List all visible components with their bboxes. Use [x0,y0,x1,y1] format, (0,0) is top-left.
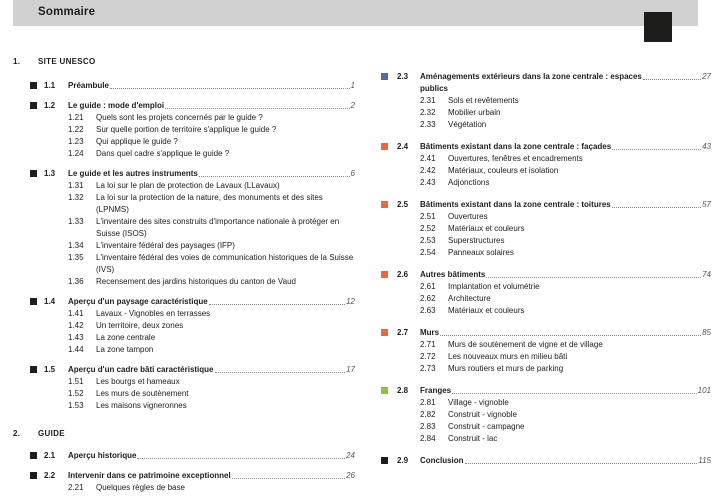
entry-body [68,80,355,92]
toc-subentry [381,211,711,223]
toc-subentry [381,397,711,409]
entry-number: 2.8 [397,386,409,395]
subentry-number: 2.82 [420,410,436,419]
entry-body [420,199,711,211]
toc-entry [381,455,711,467]
subentry-number: 2.73 [420,364,436,373]
toc-subentry [13,482,355,494]
toc-subentry [381,305,711,317]
corner-black-square [644,12,672,42]
toc-subentry [13,376,355,388]
bullet-square-icon [381,201,388,208]
subentry-text: Recensement des jardins historiques du canton de Vaud [96,277,296,286]
subentry-text: Adjonctions [448,178,490,187]
bullet-square-icon [30,82,37,89]
entry-page-number: 43 [702,142,711,151]
entry-title-line [420,327,711,339]
bullet-square-icon [381,73,388,80]
subentry-number: 2.71 [420,340,436,349]
toc-entry [381,385,711,445]
entry-page-number: 12 [346,297,355,306]
toc-subentry [13,308,355,320]
entry-body [420,269,711,281]
toc-subentry [13,252,355,276]
entry-title-line [68,100,355,112]
entry-number: 2.4 [397,142,409,151]
subentry-number: 1.43 [68,333,84,342]
toc-subentry [13,332,355,344]
toc-subentry [381,153,711,165]
subentry-text: Construit - campagne [448,422,525,431]
dotted-leader [612,207,701,208]
toc-entry-head [381,71,711,95]
toc-subentry [13,344,355,356]
entry-page-number: 1 [350,81,355,90]
bullet-square-icon [381,387,388,394]
dotted-leader [486,277,701,278]
dotted-leader [643,79,701,80]
chapter-heading [13,428,355,440]
subentry-text: Les nouveaux murs en milieu bâti [448,352,568,361]
toc-subentry [381,363,711,375]
toc-entry-head [13,100,355,112]
toc-column-right [381,56,711,502]
subentry-number: 2.81 [420,398,436,407]
toc-entry-head [13,450,355,462]
toc-subentry [381,433,711,445]
subentry-number: 1.53 [68,401,84,410]
bullet-square-icon [381,329,388,336]
entry-page-number: 85 [702,328,711,337]
entry-number: 2.2 [44,471,56,480]
entry-title-line [420,385,711,397]
entry-page-number: 17 [346,365,355,374]
toc-subentry [13,276,355,288]
subentry-number: 2.33 [420,120,436,129]
entry-page-number: 115 [698,456,711,465]
entry-number: 2.9 [397,456,409,465]
page-title: Sommaire [38,6,96,18]
subentry-number: 2.32 [420,108,436,117]
bullet-square-icon [30,170,37,177]
toc-subentry [13,192,355,216]
subentry-text: Construit - lac [448,434,498,443]
toc-entry-head [13,364,355,376]
toc-subentry [13,180,355,192]
subentry-number: 1.41 [68,309,84,318]
entry-title: Le guide : mode d'emploi [68,101,165,110]
subentry-number: 2.62 [420,294,436,303]
toc-entry-head [381,199,711,211]
entry-number: 2.3 [397,72,409,81]
entry-title: Bâtiments existant dans la zone centrale : façades [420,142,612,151]
entry-title-line [68,168,355,180]
subentry-text: Architecture [448,294,491,303]
entry-number: 1.2 [44,101,56,110]
subentry-number: 1.32 [68,193,84,202]
toc-entry [13,100,355,160]
entry-page-number: 2 [350,101,355,110]
entry-body [420,385,711,397]
entry-title: Intervenir dans ce patrimoine exceptionnel [68,471,231,480]
chapter-number: 2. [13,429,21,438]
entry-title: Murs [420,328,440,337]
toc-subentry [381,235,711,247]
entry-body [68,100,355,112]
subentry-text: L'inventaire fédéral des voies de communication historiques de la Suisse (IVS) [96,253,354,274]
entry-title: Le guide et les autres instruments [68,169,198,178]
entry-title-line [68,450,355,462]
chapter-heading [13,56,355,68]
entry-body [68,364,355,376]
entry-title: Aménagements extérieurs dans la zone centrale : espaces [420,72,642,81]
subentry-text: Ouvertures, fenêtres et encadrements [448,154,583,163]
toc-subentry [381,95,711,107]
toc-subentry [13,216,355,240]
entry-title: Préambule [68,81,109,90]
subentry-text: Qui applique le guide ? [96,137,178,146]
toc-entry [381,141,711,189]
entry-number: 1.4 [44,297,56,306]
entry-number: 1.1 [44,81,56,90]
subentry-text: Lavaux - Vignobles en terrasses [96,309,211,318]
entry-page-number: 101 [697,386,711,395]
subentry-number: 1.24 [68,149,84,158]
entry-page-number: 27 [702,72,711,81]
entry-body [420,455,711,467]
dotted-leader [137,458,345,459]
dotted-leader [110,88,350,89]
subentry-number: 2.53 [420,236,436,245]
entry-title: Aperçu historique [68,451,137,460]
subentry-number: 2.31 [420,96,436,105]
entry-title: Franges [420,386,452,395]
entry-title-line [68,80,355,92]
entry-title-line [420,269,711,281]
subentry-number: 2.52 [420,224,436,233]
subentry-text: Les bourgs et hameaux [96,377,180,386]
entry-page-number: 74 [702,270,711,279]
dotted-leader [165,108,349,109]
bullet-square-icon [30,452,37,459]
chapter-label: GUIDE [38,429,65,438]
entry-number: 1.5 [44,365,56,374]
table-of-contents [13,56,711,502]
entry-title: Aperçu d'un cadre bâti caractéristique [68,365,214,374]
bullet-square-icon [30,102,37,109]
subentry-text: Construit - vignoble [448,410,517,419]
bullet-square-icon [30,366,37,373]
entry-title-line [420,141,711,153]
subentry-text: Les murs de soutènement [96,389,189,398]
toc-subentry [381,177,711,189]
subentry-text: L'inventaire fédéral des paysages (IFP) [96,241,235,250]
entry-title: Conclusion [420,456,464,465]
subentry-text: Végétation [448,120,487,129]
entry-title: Bâtiments existant dans la zone centrale : toitures [420,200,611,209]
header-bar [13,0,698,26]
dotted-leader [232,478,345,479]
dotted-leader [465,463,698,464]
toc-subentry [381,165,711,177]
toc-entry-head [13,470,355,482]
subentry-number: 1.44 [68,345,84,354]
toc-subentry [13,240,355,252]
entry-title-line [420,199,711,211]
subentry-number: 1.33 [68,217,84,226]
toc-entry [381,327,711,375]
entry-page-number: 57 [702,200,711,209]
entry-body [68,470,355,482]
toc-subentry [13,320,355,332]
subentry-text: Quelques règles de base [96,483,185,492]
entry-title-line [420,455,711,467]
toc-subentry [381,293,711,305]
subentry-text: La loi sur le plan de protection de Lavaux (LLavaux) [96,181,280,190]
toc-entry [13,168,355,288]
toc-subentry [13,124,355,136]
subentry-text: L'inventaire des sites construits d'importance nationale à protéger en Suisse (ISOS) [96,217,340,238]
subentry-number: 2.42 [420,166,436,175]
subentry-text: Dans quel cadre s'applique le guide ? [96,149,230,158]
dotted-leader [452,393,697,394]
entry-body [420,71,711,95]
toc-entry-head [381,385,711,397]
toc-entry [381,199,711,259]
subentry-number: 1.22 [68,125,84,134]
subentry-number: 2.43 [420,178,436,187]
entry-title: Aperçu d'un paysage caractéristique [68,297,208,306]
toc-subentry [381,247,711,259]
bullet-square-icon [30,472,37,479]
entry-page-number: 6 [350,169,355,178]
toc-subentry [381,119,711,131]
subentry-number: 1.36 [68,277,84,286]
entry-title-line [68,364,355,376]
entry-title-line [68,470,355,482]
toc-entry [381,269,711,317]
subentry-number: 2.41 [420,154,436,163]
dotted-leader [199,176,350,177]
subentry-number: 2.61 [420,282,436,291]
subentry-text: La loi sur la protection de la nature, des monuments et des sites (LPNMS) [96,193,323,214]
entry-body [420,327,711,339]
subentry-text: Sols et revêtements [448,96,519,105]
entry-title: Autres bâtiments [420,270,486,279]
subentry-number: 2.51 [420,212,436,221]
toc-subentry [13,400,355,412]
bullet-square-icon [381,143,388,150]
bullet-square-icon [381,457,388,464]
subentry-number: 2.63 [420,306,436,315]
dotted-leader [440,335,701,336]
subentry-number: 1.31 [68,181,84,190]
entry-body [68,168,355,180]
dotted-leader [215,372,346,373]
entry-page-number: 26 [346,471,355,480]
subentry-number: 1.23 [68,137,84,146]
subentry-text: La zone tampon [96,345,154,354]
toc-subentry [13,136,355,148]
subentry-number: 2.83 [420,422,436,431]
subentry-text: Implantation et volumétrie [448,282,540,291]
dotted-leader [209,304,345,305]
subentry-text: Murs de soutènement de vigne et de village [448,340,603,349]
toc-entry-head [381,269,711,281]
toc-subentry [381,351,711,363]
subentry-text: Quels sont les projets concernés par le guide ? [96,113,263,122]
subentry-number: 1.42 [68,321,84,330]
subentry-number: 1.52 [68,389,84,398]
entry-body [68,450,355,462]
toc-column-left [13,56,355,502]
chapter-number: 1. [13,57,21,66]
subentry-number: 2.72 [420,352,436,361]
toc-entry-head [13,80,355,92]
toc-subentry [13,388,355,400]
toc-subentry [381,421,711,433]
toc-subentry [381,281,711,293]
subentry-text: Village - vignoble [448,398,509,407]
chapter-label: SITE UNESCO [38,57,96,66]
entry-page-number: 24 [346,451,355,460]
toc-subentry [13,148,355,160]
bullet-square-icon [30,298,37,305]
subentry-number: 2.21 [68,483,84,492]
subentry-text: Superstructures [448,236,505,245]
toc-entry [13,80,355,92]
subentry-text: La zone centrale [96,333,156,342]
entry-title-line [68,296,355,308]
subentry-text: Ouvertures [448,212,488,221]
subentry-text: Un territoire, deux zones [96,321,184,330]
toc-subentry [13,112,355,124]
entry-body [420,141,711,153]
subentry-number: 2.54 [420,248,436,257]
toc-entry-head [381,141,711,153]
bullet-square-icon [381,271,388,278]
toc-subentry [381,339,711,351]
subentry-text: Les maisons vigneronnes [96,401,187,410]
entry-number: 2.7 [397,328,409,337]
toc-entry [13,470,355,494]
toc-subentry [381,409,711,421]
toc-entry-head [13,168,355,180]
subentry-number: 1.21 [68,113,84,122]
subentry-text: Mobilier urbain [448,108,501,117]
subentry-text: Matériaux, couleurs et isolation [448,166,559,175]
subentry-text: Panneaux solaires [448,248,514,257]
toc-subentry [381,223,711,235]
toc-subentry [381,107,711,119]
toc-entry-head [381,327,711,339]
toc-entry-head [381,455,711,467]
toc-entry [13,450,355,462]
toc-entry [381,71,711,131]
subentry-text: Sur quelle portion de territoire s'applique le guide ? [96,125,277,134]
subentry-text: Matériaux et couleurs [448,306,525,315]
subentry-text: Matériaux et couleurs [448,224,525,233]
subentry-number: 2.84 [420,434,436,443]
subentry-number: 1.34 [68,241,84,250]
toc-entry-head [13,296,355,308]
entry-number: 2.1 [44,451,56,460]
subentry-text: Murs routiers et murs de parking [448,364,564,373]
entry-title-continued: publics [420,84,449,93]
entry-number: 2.5 [397,200,409,209]
entry-body [68,296,355,308]
subentry-number: 1.51 [68,377,84,386]
toc-entry [13,364,355,412]
entry-number: 1.3 [44,169,56,178]
entry-title-line [420,71,711,83]
subentry-number: 1.35 [68,253,84,262]
toc-entry [13,296,355,356]
dotted-leader [612,149,701,150]
entry-number: 2.6 [397,270,409,279]
